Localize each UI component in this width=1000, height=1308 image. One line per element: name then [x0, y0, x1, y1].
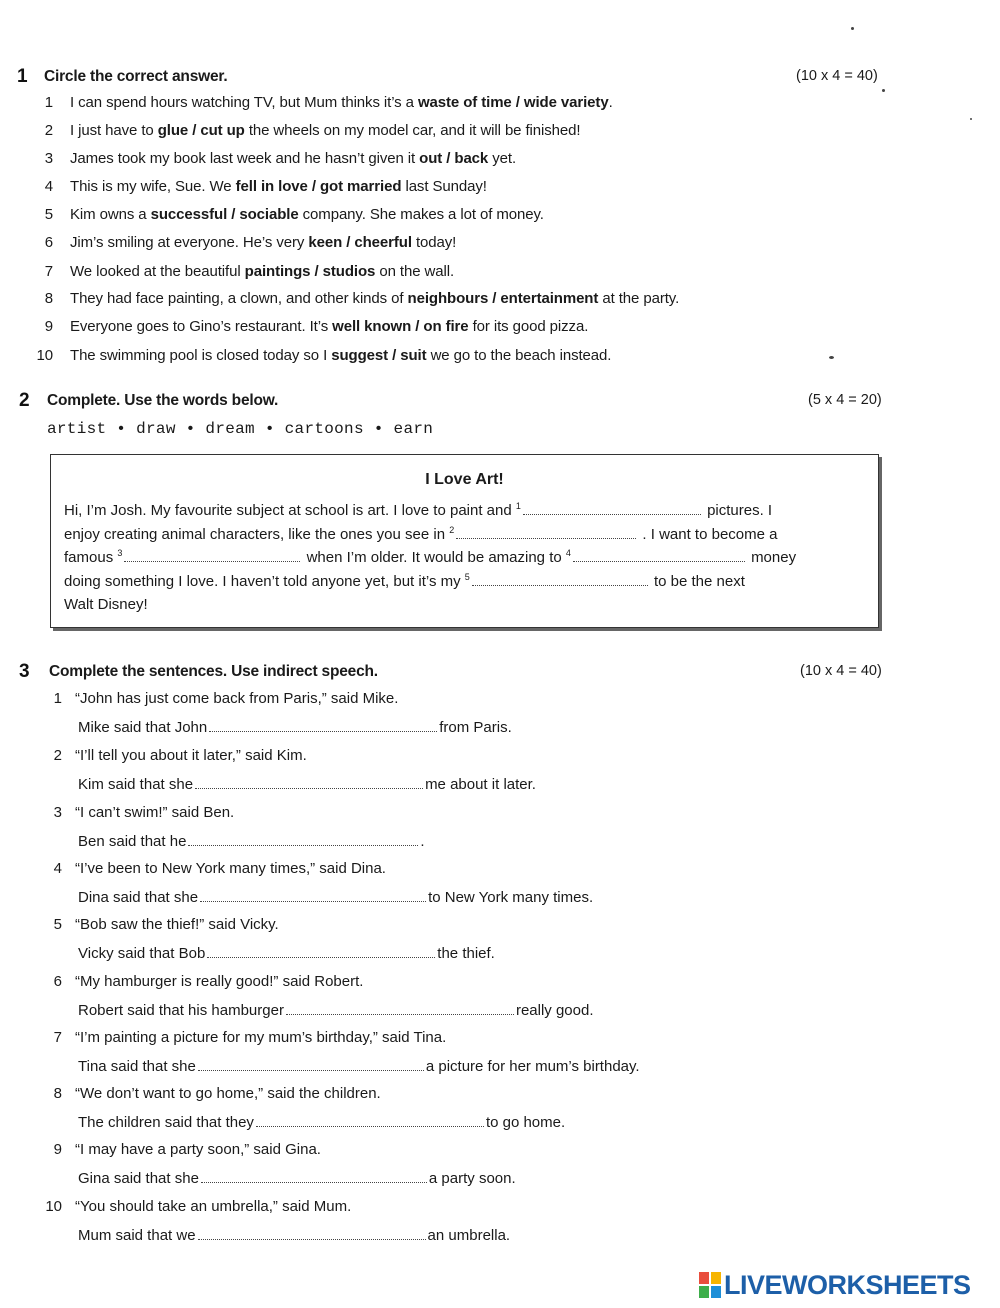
answer-input[interactable]	[209, 719, 437, 732]
list-item: 6 Jim’s smiling at everyone. He’s very keen / cheerful today!	[44, 234, 457, 251]
section-1-score: (10 x 4 = 40)	[796, 68, 878, 84]
section-3-number: 3	[19, 661, 30, 682]
gap-4-input[interactable]	[573, 549, 745, 562]
liveworksheets-logo	[698, 1268, 971, 1302]
list-item: 1 I can spend hours watching TV, but Mum thinks it’s a waste of time / wide variety.	[44, 94, 613, 111]
section-3-score: (10 x 4 = 40)	[800, 663, 882, 679]
answer-input[interactable]	[195, 776, 423, 789]
word-bank: artist • draw • dream • cartoons • earn	[47, 420, 434, 438]
logo-square	[698, 1285, 710, 1299]
list-item: 7 We looked at the beautiful paintings / studios on the wall.	[44, 263, 455, 280]
scan-speck	[829, 356, 834, 359]
answer-options[interactable]: paintings / studios	[244, 263, 376, 280]
answer-options[interactable]: well known / on fire	[332, 318, 469, 335]
section-3-header	[0, 661, 1000, 685]
answer-input[interactable]	[198, 1227, 426, 1240]
list-item: 9 Everyone goes to Gino’s restaurant. It’s well known / on fire for its good pizza.	[44, 318, 589, 335]
section-3-title: Complete the sentences. Use indirect speech.	[49, 663, 378, 680]
answer-input[interactable]	[207, 945, 435, 958]
answer-input[interactable]	[286, 1002, 514, 1015]
list-item: 3 James took my book last week and he hasn’t given it out / back yet.	[44, 150, 517, 167]
scan-speck	[970, 118, 972, 120]
gap-3-input[interactable]	[124, 549, 300, 562]
answer-input[interactable]	[256, 1114, 484, 1127]
section-2-score: (5 x 4 = 20)	[808, 392, 882, 408]
answer-input[interactable]	[188, 833, 418, 846]
answer-input[interactable]	[200, 889, 426, 902]
logo-text: LIVEWORKSHEETS	[724, 1269, 971, 1300]
list-item: 4 This is my wife, Sue. We fell in love / got married last Sunday!	[44, 178, 487, 195]
section-1-title: Circle the correct answer.	[44, 68, 228, 85]
gap-5-input[interactable]	[472, 573, 648, 586]
section-2-title: Complete. Use the words below.	[47, 392, 279, 409]
answer-options[interactable]: fell in love / got married	[235, 178, 402, 195]
logo-icon	[698, 1271, 722, 1299]
section-2-number: 2	[19, 390, 30, 411]
logo-square	[698, 1271, 710, 1285]
answer-options[interactable]: neighbours / entertainment	[407, 290, 599, 307]
gap-1-input[interactable]	[523, 502, 701, 515]
list-item: 5 Kim owns a successful / sociable company. She makes a lot of money.	[44, 206, 544, 223]
answer-input[interactable]	[198, 1058, 424, 1071]
list-item: 8 They had face painting, a clown, and other kinds of neighbours / entertainment at the party.	[44, 290, 680, 307]
answer-options[interactable]: out / back	[419, 150, 489, 167]
section-2-header	[0, 390, 1000, 414]
box-paragraph: Hi, I’m Josh. My favourite subject at school is art. I love to paint and $^1$ pictures. I enjoy creating animal characters, like the ones you see in $^2$ . I want to become a famous $^3$ when I’m older. It would be amazing to $^4$ money doing something I love. I haven’t told anyone yet, but it’s my $^5$ to be the next Walt Disney!	[64, 501, 797, 613]
logo-square	[710, 1271, 722, 1285]
box-title: I Love Art!	[425, 471, 504, 488]
answer-input[interactable]	[201, 1170, 427, 1183]
text-box	[50, 454, 879, 628]
answer-options[interactable]: suggest / suit	[331, 347, 427, 364]
scan-speck	[882, 89, 885, 92]
answer-options[interactable]: glue / cut up	[157, 122, 245, 139]
gap-2-input[interactable]	[456, 526, 636, 539]
logo-square	[710, 1285, 722, 1299]
section-1-header	[0, 66, 1000, 90]
answer-options[interactable]: keen / cheerful	[308, 234, 412, 251]
list-item: 2 I just have to glue / cut up the wheels on my model car, and it will be finished!	[44, 122, 581, 139]
answer-options[interactable]: successful / sociable	[150, 206, 299, 223]
scan-speck	[851, 27, 854, 30]
section-1-number: 1	[17, 66, 28, 87]
answer-options[interactable]: waste of time / wide variety	[417, 94, 609, 111]
list-item: 10 The swimming pool is closed today so I suggest / suit we go to the beach instead.	[36, 347, 612, 364]
